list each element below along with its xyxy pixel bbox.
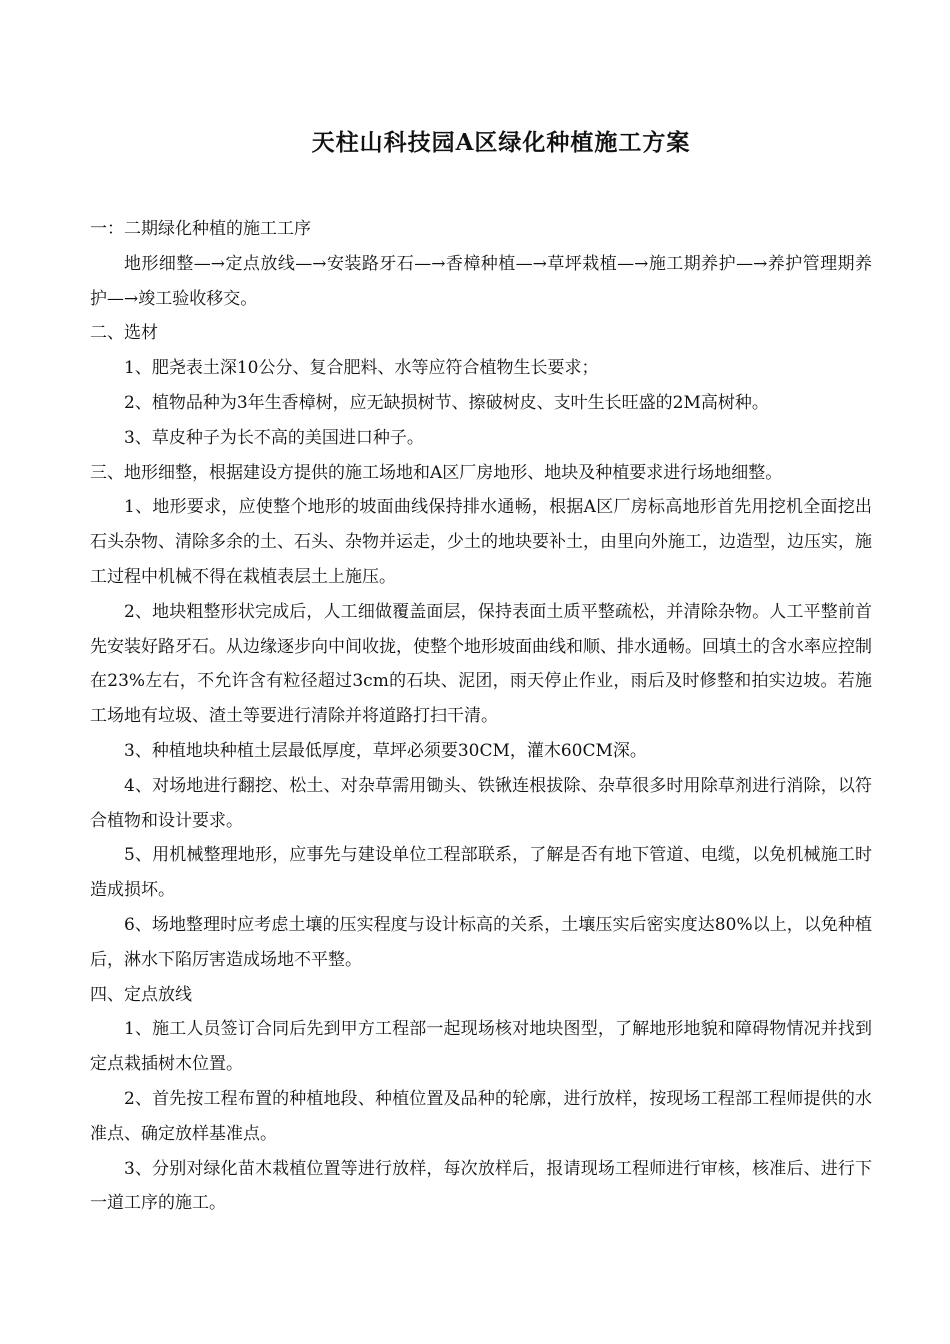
section-heading: 四、定点放线 (90, 984, 192, 1005)
section-1 (90, 212, 872, 316)
paragraph: 2、首先按工程布置的种植地段、种植位置及品种的轮廓，进行放样，按现场工程部工程师提供的水准点、确定放样基准点。 (90, 1088, 872, 1144)
section-heading: 三、地形细整，根据建设方提供的施工场地和A区厂房地形、地块及种植要求进行场地细整。 (90, 462, 783, 483)
paragraph: 6、场地整理时应考虑土壤的压实程度与设计标高的关系，土壤压实后密实度达80%以上，以免种植后，淋水下陷厉害造成场地不平整。 (90, 914, 872, 970)
paragraph: 3、草皮种子为长不高的美国进口种子。 (124, 427, 424, 448)
document-title: 天柱山科技园A区绿化种植施工方案 (311, 129, 691, 156)
paragraph: 1、施工人员签订合同后先到甲方工程部一起现场核对地块图型，了解地形地貌和障碍物情况并找到定点栽插树木位置。 (90, 1019, 872, 1075)
paragraph: 地形细整—→定点放线—→安装路牙石—→香樟种植—→草坪栽植—→施工期养护—→养护管理期养护—→竣工验收移交。 (90, 253, 872, 309)
section-3 (90, 456, 872, 978)
paragraph: 5、用机械整理地形，应事先与建设单位工程部联系，了解是否有地下管道、电缆，以免机械施工时造成损坏。 (90, 845, 872, 901)
document-page (90, 118, 872, 1221)
paragraph: 1、地形要求，应使整个地形的坡面曲线保持排水通畅，根据A区厂房标高地形首先用挖机全面挖出石头杂物、清除多余的土、石头、杂物并运走，少土的地块要补土，由里向外施工，边造型，边压实，施工过程中机械不得在栽植表层土上施压。 (90, 497, 872, 587)
paragraph: 2、植物品种为3年生香樟树，应无缺损树节、擦破树皮、支叶生长旺盛的2M高树种。 (124, 392, 769, 413)
paragraph: 2、地块粗整形状完成后，人工细做覆盖面层，保持表面土质平整疏松，并清除杂物。人工平整前首先安装好路牙石。从边缘逐步向中间收拢，使整个地形坡面曲线和顺、排水通畅。回填土的含水率应控制在23%左右，不允许含有粒径超过3cm的石块、泥团，雨天停止作业，雨后及时修整和拍实边坡。若施工场地有垃圾、渣土等要进行清除并将道路打扫干清。 (90, 601, 872, 727)
section-heading: 二、选材 (90, 323, 158, 344)
paragraph: 4、对场地进行翻挖、松土、对杂草需用锄头、铁锹连根拔除、杂草很多时用除草剂进行消除，以符合植物和设计要求。 (90, 775, 872, 831)
section-heading: 一：二期绿化种植的施工工序 (90, 219, 311, 239)
paragraph: 3、种植地块种植土层最低厚度，草坪必须要30CM，灌木60CM深。 (124, 740, 647, 761)
paragraph: 3、分别对绿化苗木栽植位置等进行放样，每次放样后，报请现场工程师进行审核，核准后、进行下一道工序的施工。 (90, 1158, 872, 1214)
section-2 (90, 316, 872, 455)
section-4 (90, 978, 872, 1222)
paragraph: 1、肥尧表土深10公分、复合肥料、水等应符合植物生长要求； (124, 358, 599, 379)
